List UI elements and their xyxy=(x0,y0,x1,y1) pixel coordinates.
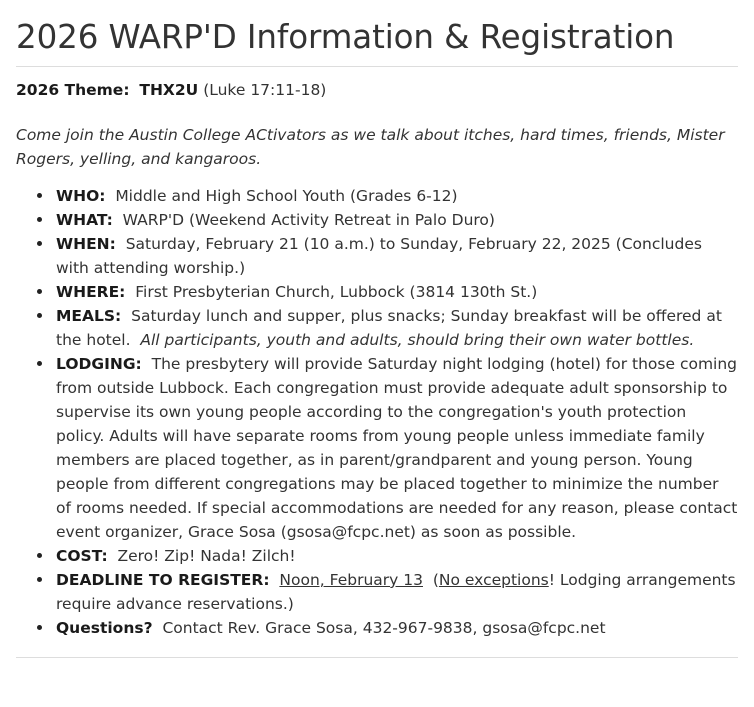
details-list xyxy=(16,184,738,640)
list-item-meals xyxy=(56,304,738,352)
cost-text: Zero! Zip! Nada! Zilch! xyxy=(117,547,296,565)
intro-text: Come join the Austin College ACtivators as we talk about itches, hard times, friends, Mister Rogers, yelling, and kangaroos. xyxy=(16,126,725,168)
what-text: WARP'D (Weekend Activity Retreat in Palo Duro) xyxy=(122,211,495,229)
meals-label: MEALS: xyxy=(56,307,122,325)
list-item-cost xyxy=(56,544,738,568)
when-text: Saturday, February 21 (10 a.m.) to Sunday, February 22, 2025 (Concludes with attending worship.) xyxy=(56,235,702,277)
when-label: WHEN: xyxy=(56,235,116,253)
where-label: WHERE: xyxy=(56,283,126,301)
list-item-when xyxy=(56,232,738,280)
deadline-open-paren: ( xyxy=(432,571,439,589)
meals-text: Saturday lunch and supper, plus snacks; Sunday breakfast will be offered at the hotel. xyxy=(56,307,722,349)
bottom-divider xyxy=(16,657,738,658)
theme-name: THX2U xyxy=(139,81,199,99)
deadline-date: Noon, February 13 xyxy=(279,571,423,589)
title-divider xyxy=(16,66,738,67)
who-text: Middle and High School Youth (Grades 6-12) xyxy=(115,187,458,205)
deadline-no-exceptions: No exceptions xyxy=(438,571,549,589)
cost-label: COST: xyxy=(56,547,108,565)
list-item-who xyxy=(56,184,738,208)
questions-label: Questions? xyxy=(56,619,153,637)
list-item-what xyxy=(56,208,738,232)
theme-label: 2026 Theme: xyxy=(16,81,130,99)
who-label: WHO: xyxy=(56,187,106,205)
meals-note: All participants, youth and adults, should bring their own water bottles. xyxy=(140,331,695,349)
what-label: WHAT: xyxy=(56,211,113,229)
list-item-questions xyxy=(56,616,738,640)
theme-line xyxy=(16,78,738,102)
list-item-where xyxy=(56,280,738,304)
lodging-text: The presbytery will provide Saturday night lodging (hotel) for those coming from outside Lubbock. Each congregation must provide adequate adult sponsorship to supervise its own young people according to the congregation's youth protection policy. Adults will have separate rooms from young people unless immediate family members are placed together, as in parent/grandparent and young person. Young people from different congregations may be placed together to minimize the number of rooms needed. If special accommodations are needed for any reason, please contact event organizer, Grace Sosa (gsosa@fcpc.net) as soon as possible. xyxy=(56,355,738,541)
lodging-label: LODGING: xyxy=(56,355,142,373)
where-text: First Presbyterian Church, Lubbock (3814 130th St.) xyxy=(135,283,538,301)
deadline-rest: ! Lodging arrangements require advance reservations.) xyxy=(56,571,736,613)
list-item-lodging xyxy=(56,352,738,544)
theme-reference: (Luke 17:11-18) xyxy=(203,81,327,99)
page-title: 2026 WARP'D Information & Registration xyxy=(16,18,675,56)
list-item-deadline xyxy=(56,568,738,616)
questions-text: Contact Rev. Grace Sosa, 432-967-9838, gsosa@fcpc.net xyxy=(162,619,606,637)
deadline-label: DEADLINE TO REGISTER: xyxy=(56,571,270,589)
